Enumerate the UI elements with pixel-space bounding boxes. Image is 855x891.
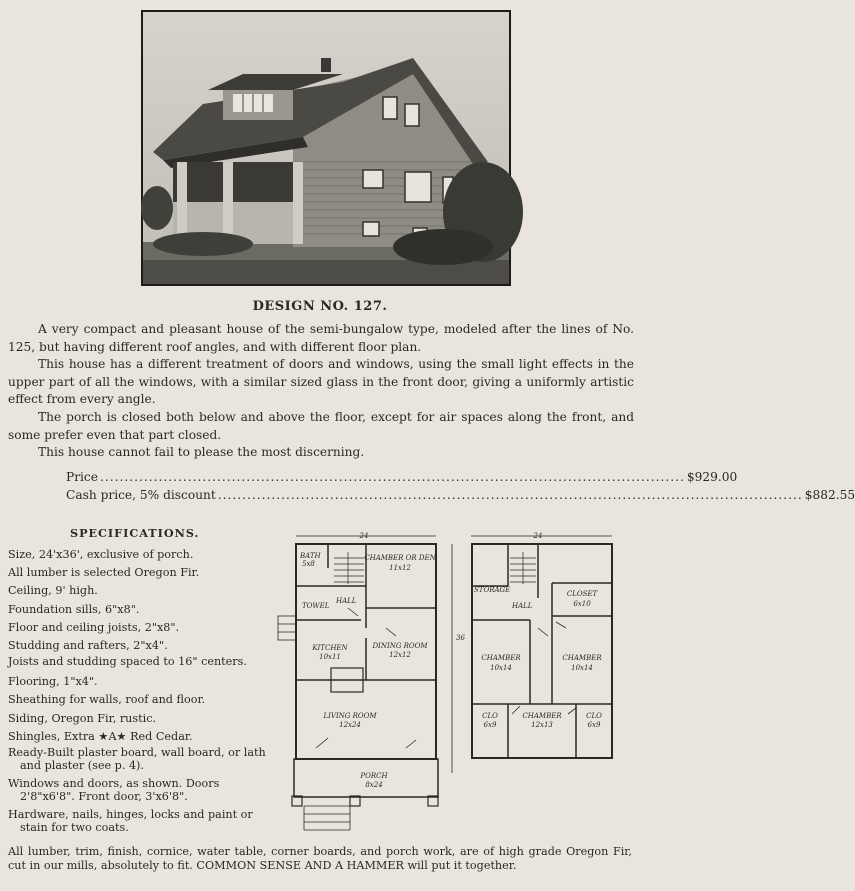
spec-item: Floor and ceiling joists, 2"x8". <box>8 620 180 634</box>
house-photo <box>141 10 511 286</box>
room-size-clo-left: 6x9 <box>483 721 497 729</box>
description-paragraph: A very compact and pleasant house of the semi-bungalow type, modeled after the lines of No. 125, but having different roof angles, and with different floor plan. <box>8 322 634 354</box>
spec-item: Ceiling, 9' high. <box>8 584 98 598</box>
spec-item: Ready-Built plaster board, wall board, or lath and plaster (see p. 4). <box>8 746 266 773</box>
room-label-chamber-left: CHAMBER <box>481 654 521 662</box>
room-size-porch: 8x24 <box>365 781 383 789</box>
room-size-living-room: 12x24 <box>339 721 361 729</box>
description-paragraph: This house cannot fail to please the most discerning. <box>38 445 365 460</box>
spec-item: Hardware, nails, hinges, locks and paint or stain for two coats. <box>8 808 253 835</box>
room-label-chamber-right: CHAMBER <box>562 654 602 662</box>
room-label-bath: BATH <box>300 552 321 560</box>
room-label-chamber-or-den: CHAMBER OR DEN <box>364 554 436 562</box>
spec-item: Shingles, Extra ★A★ Red Cedar. <box>8 729 193 743</box>
spec-item: Studding and rafters, 2"x4". <box>8 639 168 653</box>
room-label-hall-upper: HALL <box>512 602 533 610</box>
spec-item: Siding, Oregon Fir, rustic. <box>8 711 157 725</box>
room-label-porch: PORCH <box>360 772 388 780</box>
cash-price-label: Cash price, 5% discount <box>66 488 216 502</box>
floor-plans <box>276 528 636 838</box>
spec-item: Joists and studding spaced to 16" centers. <box>8 655 247 669</box>
leader-dots: ........................................................................................................................ <box>99 470 685 484</box>
first-floor-depth-dimension: 36 <box>456 634 465 642</box>
room-size-bath: 5x8 <box>302 560 315 568</box>
description <box>8 321 634 462</box>
spec-item: Foundation sills, 6"x8". <box>8 602 140 616</box>
room-label-storage: STORAGE <box>474 586 511 594</box>
cash-price-row <box>66 488 855 502</box>
room-size-kitchen: 10x11 <box>319 653 341 661</box>
room-size-clo-right: 6x9 <box>587 721 601 729</box>
spec-item: All lumber is selected Oregon Fir. <box>8 566 200 580</box>
room-size-chamber-or-den: 11x12 <box>389 564 411 572</box>
cash-price-value: $882.55 <box>804 488 855 502</box>
room-label-clo-left: CLO <box>482 712 498 720</box>
spec-item: Size, 24'x36', exclusive of porch. <box>8 548 194 561</box>
second-floor-width-dimension: 24 <box>533 532 543 540</box>
price-row <box>66 470 738 484</box>
room-label-chamber-front: CHAMBER <box>522 712 562 720</box>
house-photo-drawing <box>143 12 509 284</box>
room-size-dining-room: 12x12 <box>389 651 411 659</box>
design-title: DESIGN NO. 127. <box>252 299 388 314</box>
floor-plans-drawing <box>276 528 636 838</box>
description-paragraph: This house has a different treatment of doors and windows, using the small light effects in the upper part of all the windows, with a similar sized glass in the front door, giving a uniformly artistic effect from every angle. <box>8 357 634 407</box>
room-size-chamber-left: 10x14 <box>490 664 512 672</box>
room-label-dining-room: DINING ROOM <box>372 642 428 650</box>
room-label-towel: TOWEL <box>302 602 330 610</box>
price-label: Price <box>66 470 98 484</box>
price-value: $929.00 <box>686 470 738 484</box>
room-size-closet: 6x10 <box>573 600 591 608</box>
room-label-kitchen: KITCHEN <box>312 644 348 652</box>
room-size-chamber-right: 10x14 <box>571 664 593 672</box>
specifications-list <box>8 546 270 839</box>
room-label-clo-right: CLO <box>586 712 602 720</box>
specifications-heading: SPECIFICATIONS. <box>70 526 200 540</box>
room-label-living-room: LIVING ROOM <box>323 712 377 720</box>
spec-item: Windows and doors, as shown. Doors 2'8"x6'8". Front door, 3'x6'8". <box>8 777 220 804</box>
room-size-chamber-front: 12x13 <box>531 721 553 729</box>
first-floor-width-dimension: 24 <box>359 532 369 540</box>
description-paragraph: The porch is closed both below and above the floor, except for air spaces along the front, and some prefer even that part closed. <box>8 409 634 442</box>
footer-note: All lumber, trim, finish, cornice, water table, corner boards, and porch work, are of high grade Oregon Fir, cut in our mills, absolutely to fit. COMMON SENSE AND A HAMMER will put it together. <box>8 845 632 872</box>
room-label-hall: HALL <box>336 597 357 605</box>
room-label-closet: CLOSET <box>566 590 598 598</box>
spec-item: Sheathing for walls, roof and floor. <box>8 693 206 707</box>
leader-dots: ........................................................................................................................ <box>217 488 803 502</box>
spec-item: Flooring, 1"x4". <box>8 675 98 689</box>
